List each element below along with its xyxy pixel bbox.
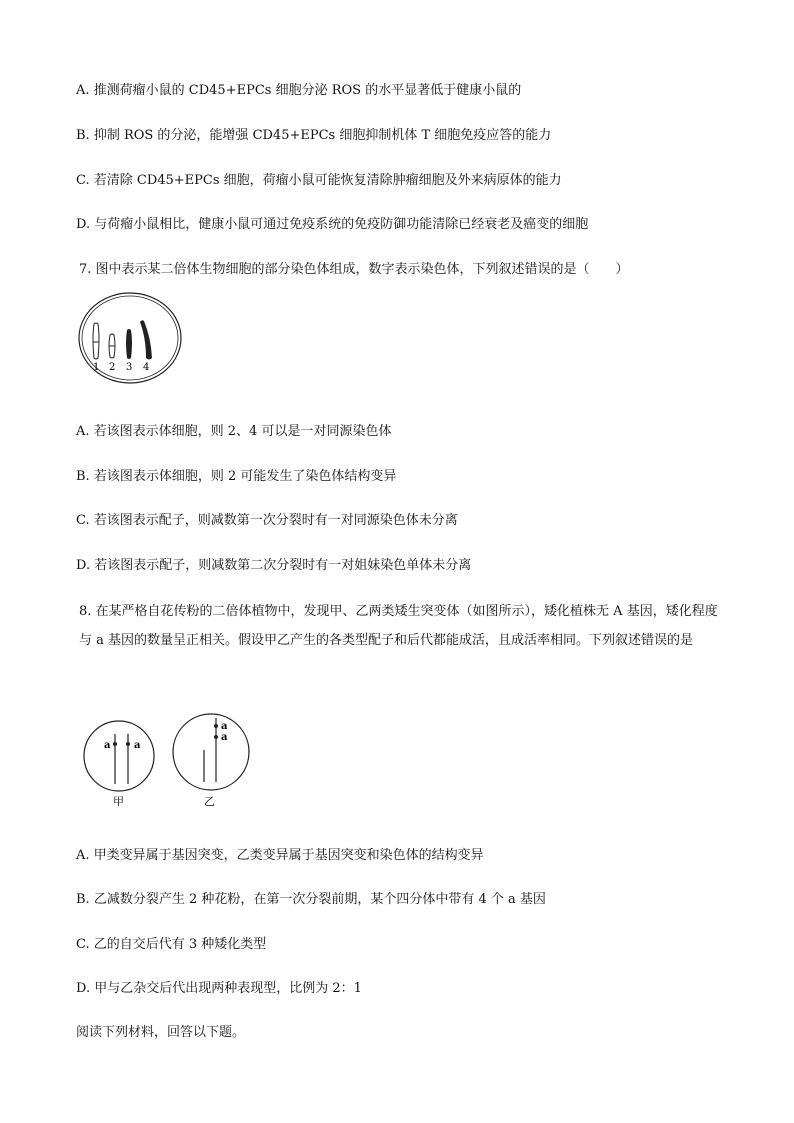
q8-mutant-figure — [80, 708, 260, 812]
q7-option-b: B. 若该图表示体细胞，则 2 可能发生了染色体结构变异 — [76, 469, 397, 484]
reading-prompt: 阅读下列材料，回答以下题。 — [76, 1025, 246, 1040]
q6-option-d: D. 与荷瘤小鼠相比，健康小鼠可通过免疫系统的免疫防御功能清除已经衰老及癌变的细胞 — [76, 217, 589, 232]
q7-stem: 7. 图中表示某二倍体生物细胞的部分染色体组成，数字表示染色体，下列叙述错误的是（ ） — [79, 262, 629, 277]
chromosome-label-4: 4 — [143, 362, 150, 373]
chromosome-1 — [93, 323, 99, 359]
cell-yi-label: 乙 — [204, 795, 215, 808]
q7-option-a: A. 若该图表示体细胞，则 2、4 可以是一对同源染色体 — [76, 424, 392, 439]
gene-label-jia-right: a — [134, 740, 141, 751]
gene-locus-yi-second — [214, 735, 218, 739]
q8-option-b: B. 乙减数分裂产生 2 种花粉，在第一次分裂前期，某个四分体中带有 4 个 a 基因 — [76, 892, 546, 907]
q8-stem: 8. 在某严格自花传粉的二倍体植物中，发现甲、乙两类矮生突变体（如图所示），矮化植株无 A 基因，矮化程度与 a 基因的数量呈正相关。假设甲乙产生的各类型配子和后代都能成活，且成活率相同。下列叙述错误的是 — [79, 604, 718, 648]
cell-jia-outline — [84, 721, 154, 791]
gene-label-jia-left: a — [104, 740, 111, 751]
gene-locus-yi-top — [214, 724, 218, 728]
q8-option-c: C. 乙的自交后代有 3 种矮化类型 — [76, 937, 267, 952]
chromosome-label-2: 2 — [109, 362, 116, 373]
gene-label-yi-top: a — [221, 721, 228, 732]
cell-yi-outline — [173, 714, 249, 790]
q8-option-a: A. 甲类变异属于基因突变，乙类变异属于基因突变和染色体的结构变异 — [76, 848, 484, 863]
q6-option-b: B. 抑制 ROS 的分泌，能增强 CD45+EPCs 细胞抑制机体 T 细胞免疫应答的能力 — [76, 128, 552, 143]
chromosome-label-3: 3 — [126, 362, 133, 373]
gene-locus-jia-left — [113, 742, 117, 746]
q7-option-d: D. 若该图表示配子，则减数第二次分裂时有一对姐妹染色单体未分离 — [76, 558, 472, 573]
gene-locus-jia-right — [126, 742, 130, 746]
chromosome-3 — [126, 329, 132, 359]
cell-jia-label: 甲 — [113, 795, 124, 808]
gene-label-yi-second: a — [221, 732, 228, 743]
q8-option-d: D. 甲与乙杂交后代出现两种表现型，比例为 2：1 — [76, 981, 362, 996]
chromosome-4 — [140, 320, 152, 359]
q7-option-c: C. 若该图表示配子，则减数第一次分裂时有一对同源染色体未分离 — [76, 513, 458, 528]
q7-chromosome-figure — [76, 290, 186, 386]
chromosome-label-1: 1 — [93, 362, 100, 373]
q6-option-c: C. 若清除 CD45+EPCs 细胞，荷瘤小鼠可能恢复清除肿瘤细胞及外来病原体的能力 — [76, 173, 562, 188]
q6-option-a: A. 推测荷瘤小鼠的 CD45+EPCs 细胞分泌 ROS 的水平显著低于健康小鼠的 — [76, 83, 522, 98]
